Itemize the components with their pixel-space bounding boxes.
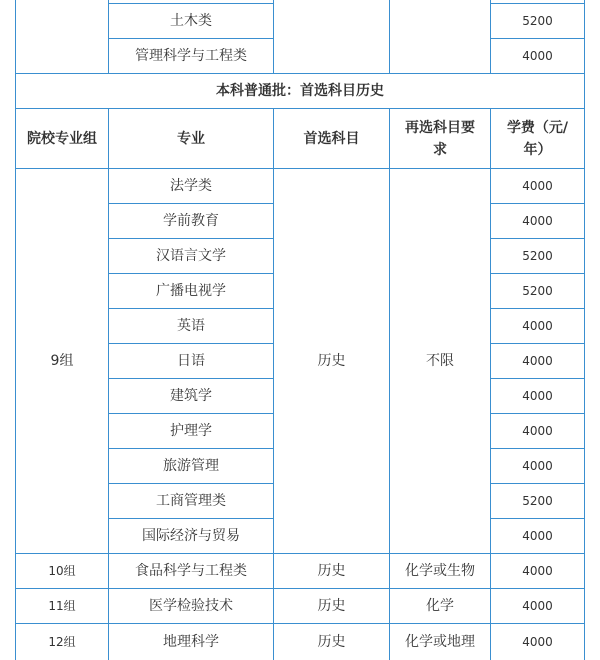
major-cell: 国际经济与贸易 xyxy=(142,528,240,544)
major-cell: 广播电视学 xyxy=(156,283,226,299)
fee-cell: 4000 xyxy=(522,319,553,333)
fee-cell: 4000 xyxy=(522,529,553,543)
fee-cell: 4000 xyxy=(522,635,553,649)
fee-cell: 4000 xyxy=(522,424,553,438)
major-cell: 食品科学与工程类 xyxy=(135,563,247,579)
fee-cell: 4000 xyxy=(522,354,553,368)
fee-cell: 4000 xyxy=(522,599,553,613)
reselect-cell: 化学 xyxy=(426,598,454,614)
major-cell: 管理科学与工程类 xyxy=(135,48,247,64)
header-reselect-line1: 再选科目要 xyxy=(405,119,475,136)
section-title: 本科普通批：首选科目历史 xyxy=(216,83,384,99)
reselect-cell: 化学或生物 xyxy=(405,563,475,579)
fee-cell: 5200 xyxy=(522,494,553,508)
major-cell: 汉语言文学 xyxy=(156,248,226,264)
fee-cell: 4000 xyxy=(522,179,553,193)
first-subject-cell: 历史 xyxy=(317,634,346,650)
reselect-cell: 化学或地理 xyxy=(405,634,475,650)
major-cell: 旅游管理 xyxy=(163,458,219,474)
group-cell: 12组 xyxy=(48,635,76,649)
major-cell: 学前教育 xyxy=(163,213,219,229)
major-cell: 工商管理类 xyxy=(156,493,226,509)
fee-cell: 4000 xyxy=(522,214,553,228)
column-line xyxy=(584,0,585,660)
fee-cell: 5200 xyxy=(522,249,553,263)
major-cell: 护理学 xyxy=(170,423,212,439)
fee-cell: 4000 xyxy=(522,49,553,63)
reselect-cell: 不限 xyxy=(426,353,454,369)
first-subject-cell: 历史 xyxy=(317,353,346,369)
first-subject-cell: 历史 xyxy=(317,563,346,579)
header-first-subject: 首选科目 xyxy=(303,130,360,147)
major-cell: 日语 xyxy=(177,353,205,369)
major-cell: 英语 xyxy=(177,318,205,334)
major-cell: 建筑学 xyxy=(170,388,212,404)
group-cell: 10组 xyxy=(48,564,76,578)
major-cell: 医学检验技术 xyxy=(149,598,233,614)
fee-cell: 5200 xyxy=(522,284,553,298)
group-cell: 11组 xyxy=(48,599,76,613)
fee-cell: 4000 xyxy=(522,389,553,403)
group-cell: 9组 xyxy=(50,353,74,369)
first-subject-cell: 历史 xyxy=(317,598,346,614)
header-major: 专业 xyxy=(177,130,205,147)
header-reselect xyxy=(390,109,490,168)
header-reselect-line2: 求 xyxy=(433,141,447,158)
header-fee xyxy=(491,109,584,168)
header-fee-line1: 学费（元/ xyxy=(506,119,569,136)
column-line xyxy=(389,0,390,74)
column-line xyxy=(273,0,274,74)
header-fee-line2: 年） xyxy=(523,141,552,158)
major-cell: 法学类 xyxy=(170,178,212,194)
major-cell: 地理科学 xyxy=(163,634,219,650)
fee-cell: 4000 xyxy=(522,564,553,578)
header-group: 院校专业组 xyxy=(27,130,97,147)
major-cell: 土木类 xyxy=(170,13,212,29)
fee-cell: 5200 xyxy=(522,14,553,28)
fee-cell: 4000 xyxy=(522,459,553,473)
